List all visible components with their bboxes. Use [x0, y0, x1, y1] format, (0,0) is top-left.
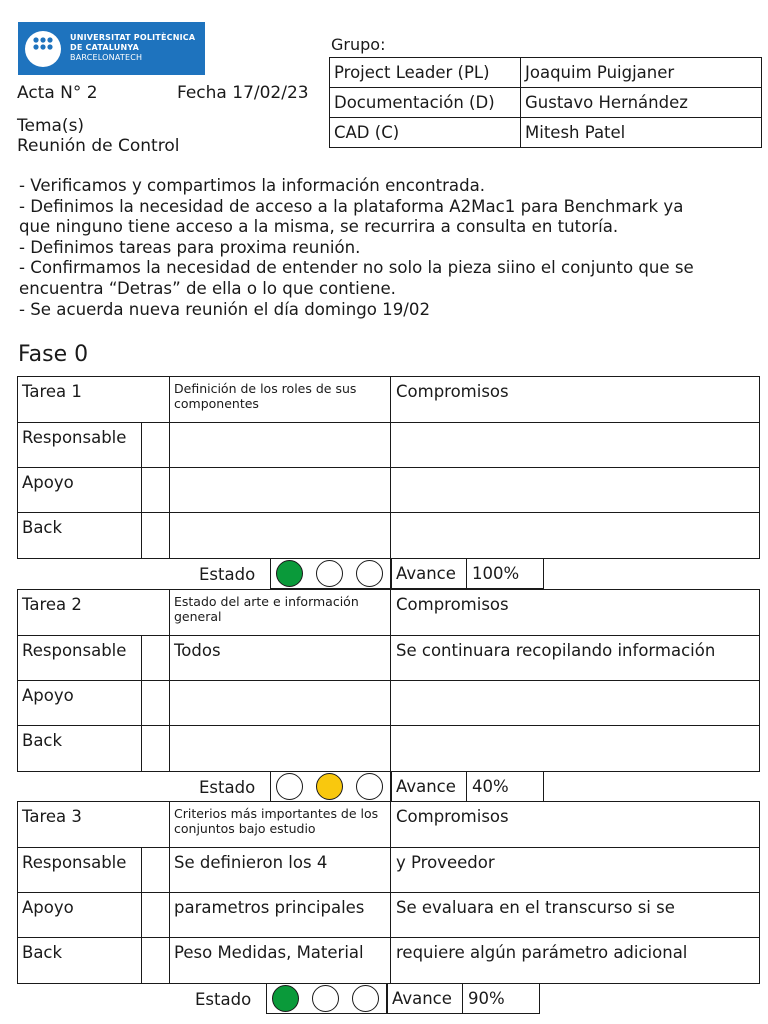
row-divider — [17, 847, 760, 848]
col-divider — [169, 376, 170, 558]
avance-label: Avance — [396, 564, 456, 583]
acta-number: Acta N° 2 — [17, 83, 98, 103]
responsable-label: Responsable — [22, 641, 127, 660]
task-description: Definición de los roles de sus componentes — [174, 381, 357, 411]
tema-label: Tema(s) — [17, 116, 85, 136]
grupo-row — [330, 58, 762, 88]
apoyo-label: Apoyo — [22, 686, 74, 705]
row-divider — [17, 422, 760, 423]
avance-value: 90% — [468, 989, 505, 1008]
apoyo-label: Apoyo — [22, 473, 74, 492]
grupo-member: Joaquim Puigjaner — [521, 58, 762, 88]
task-description: Estado del arte e información general — [174, 594, 359, 624]
estado-light — [276, 773, 303, 800]
back-label: Back — [22, 943, 63, 962]
estado-light — [356, 773, 383, 800]
row-divider — [17, 512, 760, 513]
apoyo-label: Apoyo — [22, 898, 74, 917]
row-divider — [17, 725, 760, 726]
apoyo-value: parametros principales — [174, 898, 365, 917]
responsable-value: Todos — [174, 641, 221, 660]
grupo-role: Documentación (D) — [330, 88, 521, 118]
avance-divider — [462, 983, 463, 1014]
avance-divider — [466, 771, 467, 802]
fecha: Fecha 17/02/23 — [177, 83, 309, 103]
grupo-member: Gustavo Hernández — [521, 88, 762, 118]
upc-logo — [18, 22, 205, 75]
avance-divider — [466, 558, 467, 589]
avance-label: Avance — [392, 989, 452, 1008]
logo-line-3: BARCELONATECH — [70, 53, 143, 62]
col-divider — [169, 801, 170, 983]
grupo-label: Grupo: — [331, 35, 386, 54]
back-label: Back — [22, 731, 63, 750]
row-divider — [17, 892, 760, 893]
logo-abbr: UPC — [32, 54, 49, 62]
grupo-table — [329, 57, 762, 148]
note-line: - Definimos tareas para proxima reunión. — [19, 237, 361, 257]
estado-light-active — [272, 985, 299, 1012]
estado-label: Estado — [195, 990, 252, 1009]
estado-label: Estado — [199, 565, 256, 584]
estado-light — [316, 560, 343, 587]
responsable-label: Responsable — [22, 853, 127, 872]
task-title: Tarea 2 — [22, 595, 82, 614]
note-line: - Definimos la necesidad de acceso a la plataforma A2Mac1 para Benchmark ya — [19, 196, 684, 216]
logo-line-2: DE CATALUNYA — [70, 43, 139, 52]
row-divider — [17, 937, 760, 938]
note-line: encuentra “Detras” de ella o lo que contiene. — [19, 278, 396, 298]
logo-line-1: UNIVERSITAT POLITÈCNICA — [70, 33, 196, 42]
estado-light — [312, 985, 339, 1012]
tema-value: Reunión de Control — [17, 136, 180, 156]
grupo-member: Mitesh Patel — [521, 118, 762, 148]
fase-title: Fase 0 — [18, 342, 89, 367]
compromiso-line: requiere algún parámetro adicional — [396, 943, 688, 962]
grupo-role: Project Leader (PL) — [330, 58, 521, 88]
estado-light — [352, 985, 379, 1012]
avance-value: 100% — [472, 564, 520, 583]
compromisos-label: Compromisos — [396, 807, 509, 826]
upc-logo-icon — [24, 29, 62, 69]
col-divider — [141, 422, 142, 558]
grupo-role: CAD (C) — [330, 118, 521, 148]
back-label: Back — [22, 518, 63, 537]
responsable-label: Responsable — [22, 428, 127, 447]
col-divider — [390, 589, 391, 771]
responsable-value: Se definieron los 4 — [174, 853, 328, 872]
task-description: Criterios más importantes de los conjuntos bajo estudio — [174, 806, 379, 836]
note-line: - Se acuerda nueva reunión el día domingo 19/02 — [19, 299, 431, 319]
estado-light-active — [276, 560, 303, 587]
row-divider — [17, 635, 760, 636]
note-line: que ninguno tiene acceso a la misma, se recurrira a consulta en tutoría. — [19, 217, 619, 237]
row-divider — [17, 467, 760, 468]
note-line: - Verificamos y compartimos la información encontrada. — [19, 176, 486, 195]
avance-label: Avance — [396, 777, 456, 796]
estado-light-active — [316, 773, 343, 800]
note-line: - Confirmamos la necesidad de entender no solo la pieza siino el conjunto que se — [19, 258, 694, 278]
col-divider — [390, 376, 391, 558]
meeting-notes — [19, 176, 764, 320]
compromisos-label: Compromisos — [396, 595, 509, 614]
col-divider — [390, 801, 391, 983]
row-divider — [17, 680, 760, 681]
compromiso-line: Se evaluara en el transcurso si se — [396, 898, 675, 917]
back-value: Peso Medidas, Material — [174, 943, 364, 962]
compromisos-label: Compromisos — [396, 382, 509, 401]
grupo-row — [330, 118, 762, 148]
compromiso-line: Se continuara recopilando información — [396, 641, 716, 660]
estado-light — [356, 560, 383, 587]
col-divider — [141, 635, 142, 771]
compromiso-line: y Proveedor — [396, 853, 495, 872]
grupo-row — [330, 88, 762, 118]
col-divider — [141, 847, 142, 983]
col-divider — [169, 589, 170, 771]
estado-label: Estado — [199, 778, 256, 797]
avance-value: 40% — [472, 777, 509, 796]
task-title: Tarea 1 — [22, 382, 82, 401]
task-title: Tarea 3 — [22, 807, 82, 826]
